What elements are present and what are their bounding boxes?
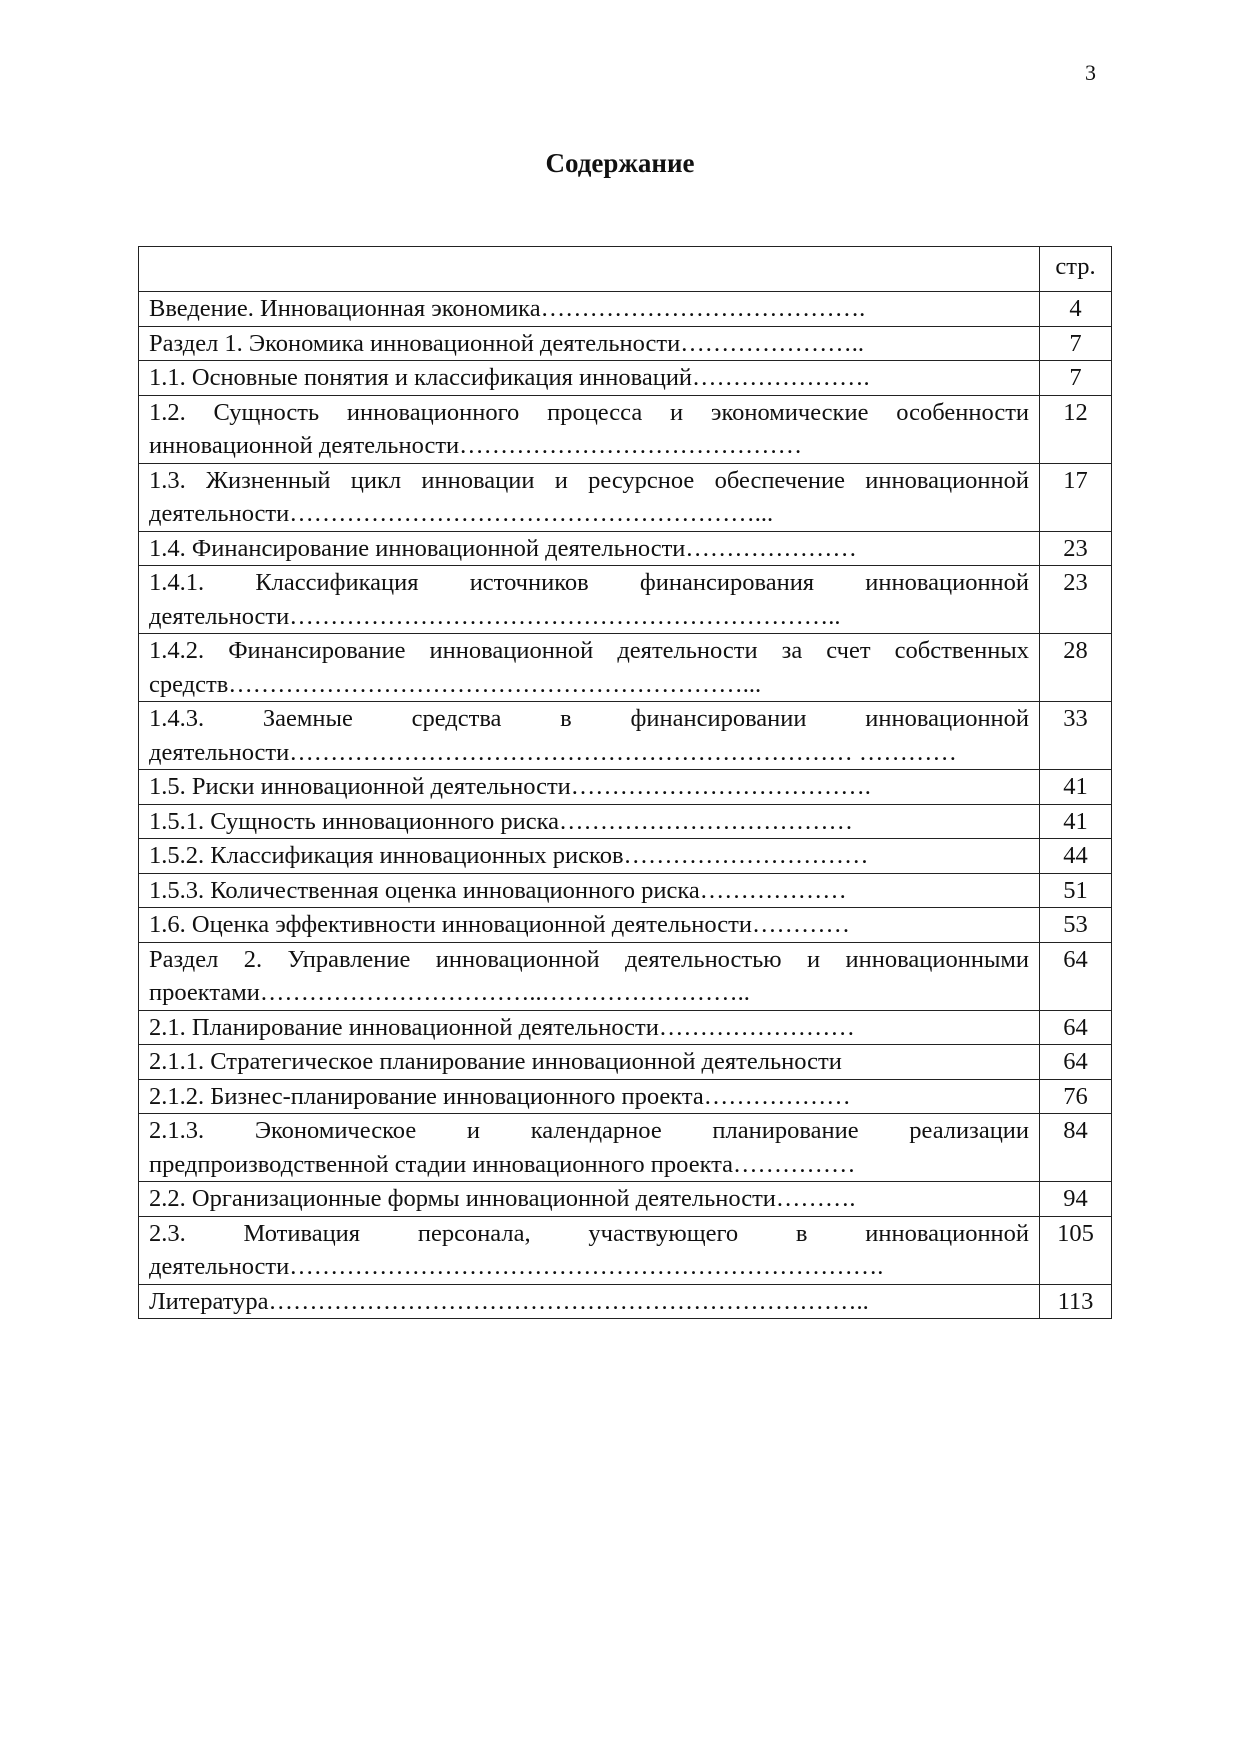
toc-row — [139, 1045, 1112, 1080]
toc-row — [139, 839, 1112, 874]
toc-row — [139, 804, 1112, 839]
toc-row — [139, 873, 1112, 908]
toc-entry-title: 1.3. Жизненный цикл инновации и ресурсное обеспечение инновационной деятельности…………………………………………………... — [139, 463, 1040, 531]
toc-entry-page: 113 — [1040, 1284, 1112, 1319]
toc-entry-page: 64 — [1040, 1045, 1112, 1080]
toc-entry-page: 41 — [1040, 770, 1112, 805]
toc-entry-title: 2.1.1. Стратегическое планирование инновационной деятельности — [139, 1045, 1040, 1080]
toc-row — [139, 395, 1112, 463]
toc-entry-title: 1.4.2. Финансирование инновационной деятельности за счет собственных средств………………………………………………………... — [139, 634, 1040, 702]
toc-row — [139, 1182, 1112, 1217]
toc-entry-title: 1.4.1. Классификация источников финансирования инновационной деятельности………………………………………………………….. — [139, 566, 1040, 634]
toc-entry-title: 1.2. Сущность инновационного процесса и экономические особенности инновационной деятельности…………………………………… — [139, 395, 1040, 463]
toc-entry-page: 28 — [1040, 634, 1112, 702]
toc-entry-page: 23 — [1040, 566, 1112, 634]
toc-entry-title: 2.1.2. Бизнес-планирование инновационного проекта……………… — [139, 1079, 1040, 1114]
toc-entry-page: 64 — [1040, 1010, 1112, 1045]
toc-row — [139, 1079, 1112, 1114]
toc-header-row — [139, 247, 1112, 292]
toc-row — [139, 566, 1112, 634]
toc-row — [139, 942, 1112, 1010]
toc-body — [139, 247, 1112, 1319]
table-of-contents — [138, 246, 1112, 1319]
toc-entry-page: 7 — [1040, 326, 1112, 361]
toc-entry-page: 4 — [1040, 292, 1112, 327]
toc-header-title-cell — [139, 247, 1040, 292]
toc-row — [139, 361, 1112, 396]
toc-entry-page: 23 — [1040, 531, 1112, 566]
toc-row — [139, 531, 1112, 566]
toc-row — [139, 1284, 1112, 1319]
toc-entry-title: 1.5. Риски инновационной деятельности………………………………. — [139, 770, 1040, 805]
page-number: 3 — [1085, 60, 1096, 85]
toc-entry-page: 7 — [1040, 361, 1112, 396]
toc-entry-page: 53 — [1040, 908, 1112, 943]
toc-row — [139, 326, 1112, 361]
toc-entry-title: 1.5.2. Классификация инновационных рисков………………………… — [139, 839, 1040, 874]
toc-entry-title: 1.5.1. Сущность инновационного риска……………………………… — [139, 804, 1040, 839]
toc-entry-page: 84 — [1040, 1114, 1112, 1182]
toc-row — [139, 1010, 1112, 1045]
toc-entry-page: 17 — [1040, 463, 1112, 531]
toc-entry-title: 2.1. Планирование инновационной деятельности…………………… — [139, 1010, 1040, 1045]
toc-header-page-cell: стр. — [1040, 247, 1112, 292]
toc-row — [139, 1114, 1112, 1182]
toc-row — [139, 634, 1112, 702]
toc-row — [139, 1216, 1112, 1284]
toc-entry-title: 1.4. Финансирование инновационной деятельности………………… — [139, 531, 1040, 566]
toc-row — [139, 770, 1112, 805]
toc-entry-title: 1.1. Основные понятия и классификация инноваций…………………. — [139, 361, 1040, 396]
page-title: Содержание — [545, 148, 695, 178]
toc-entry-title: Литература……………………………………………………………….. — [139, 1284, 1040, 1319]
toc-entry-title: Раздел 1. Экономика инновационной деятельности………………….. — [139, 326, 1040, 361]
toc-entry-title: Введение. Инновационная экономика…………………………………. — [139, 292, 1040, 327]
toc-entry-page: 105 — [1040, 1216, 1112, 1284]
toc-entry-page: 94 — [1040, 1182, 1112, 1217]
toc-entry-page: 51 — [1040, 873, 1112, 908]
toc-entry-title: 2.3. Мотивация персонала, участвующего в инновационной деятельности………………………………………………………………. — [139, 1216, 1040, 1284]
toc-entry-title: 1.4.3. Заемные средства в финансировании инновационной деятельности…………………………………………………………… ………… — [139, 702, 1040, 770]
toc-entry-page: 64 — [1040, 942, 1112, 1010]
toc-row — [139, 702, 1112, 770]
toc-entry-title: Раздел 2. Управление инновационной деятельностью и инновационными проектами……………………………..…………………….. — [139, 942, 1040, 1010]
toc-entry-page: 44 — [1040, 839, 1112, 874]
toc-entry-page: 12 — [1040, 395, 1112, 463]
toc-entry-title: 1.5.3. Количественная оценка инновационного риска……………… — [139, 873, 1040, 908]
toc-entry-page: 33 — [1040, 702, 1112, 770]
toc-entry-title: 1.6. Оценка эффективности инновационной деятельности………… — [139, 908, 1040, 943]
toc-row — [139, 908, 1112, 943]
toc-entry-title: 2.1.3. Экономическое и календарное планирование реализации предпроизводственной стадии инновационного проекта…………… — [139, 1114, 1040, 1182]
toc-entry-title: 2.2. Организационные формы инновационной деятельности………. — [139, 1182, 1040, 1217]
toc-entry-page: 41 — [1040, 804, 1112, 839]
toc-entry-page: 76 — [1040, 1079, 1112, 1114]
toc-row — [139, 292, 1112, 327]
toc-row — [139, 463, 1112, 531]
